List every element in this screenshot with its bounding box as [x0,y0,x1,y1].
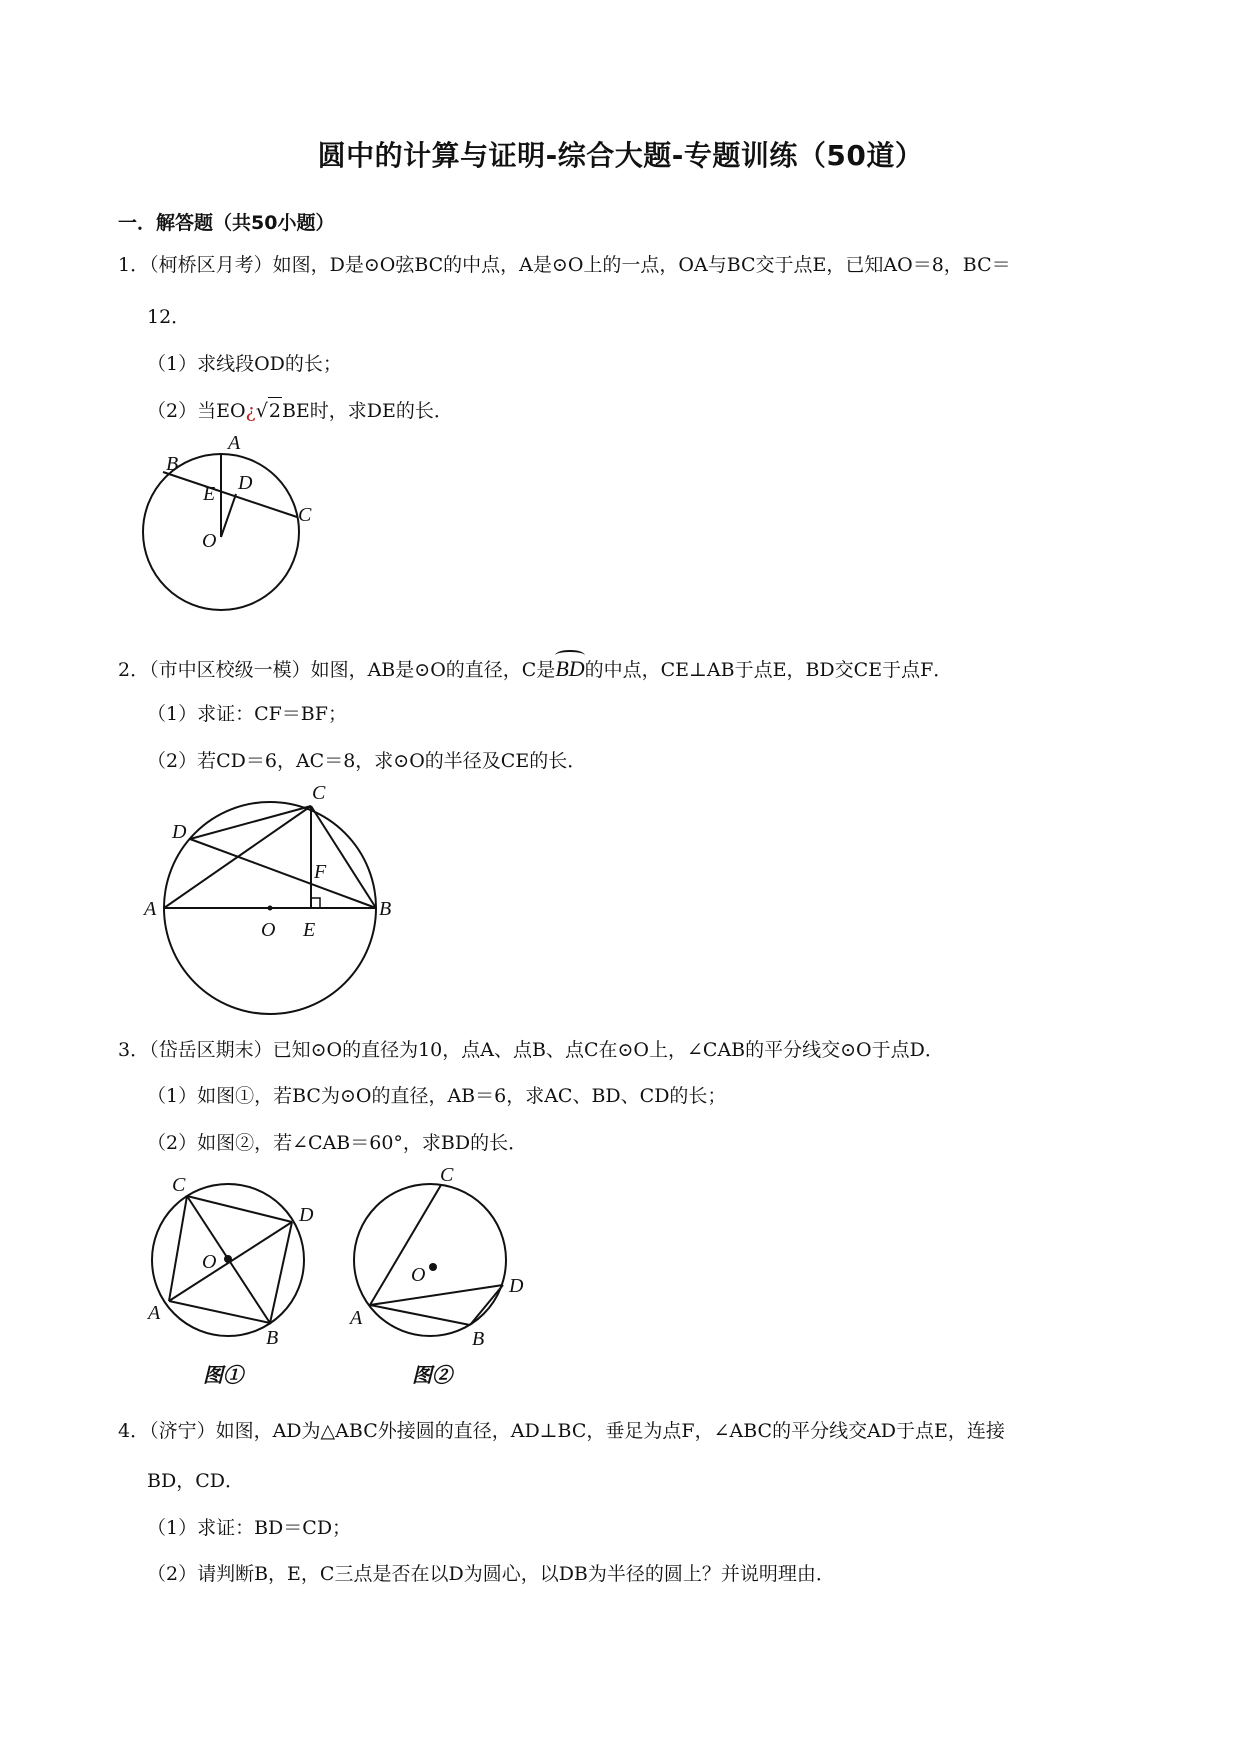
q4-part1: （1）求证：BD＝CD； [147,1517,352,1539]
q3-fig2-label-A: A [350,1307,363,1329]
q1-label-B: B [166,453,179,475]
q3-fig2-label-D: D [509,1275,524,1297]
q3-fig1-caption: 图① [203,1365,243,1387]
q3-figure-1 [140,1168,325,1390]
q2-stem [118,656,952,683]
q3-stem: 3．（岱岳区期末）已知⊙O的直径为10，点A、点B、点C在⊙O上，∠CAB的平分线交⊙O于点D． [118,1039,944,1061]
q3-fig2-label-C: C [440,1168,454,1186]
q1-part2-symbol: ¿ [245,400,256,422]
q2-label-E: E [303,919,316,941]
q2-label-D: D [172,821,187,843]
q4-stem-line1: 4．（济宁）如图，AD为△ABC外接圆的直径，AD⊥BC，垂足为点F，∠ABC的平分线交AD于点E，连接 [118,1420,1005,1442]
q1-figure [130,428,330,618]
q1-part1: （1）求线段OD的长； [147,353,342,375]
q2-label-C: C [312,782,326,804]
q1-part2-prefix: （2）当EO [147,400,246,422]
q1-label-C: C [298,504,312,526]
q2-label-B: B [379,898,392,920]
q3-fig2-label-B: B [472,1328,485,1350]
q3-fig1-label-O: O [202,1251,217,1273]
q4-stem-line2: BD，CD． [147,1470,244,1492]
q3-fig1-label-A: A [148,1302,161,1324]
q1-label-A: A [228,432,241,454]
q1-part2-sqrt: 2 [268,397,282,424]
sqrt-sign: √ [255,400,268,422]
q1-part2 [147,397,453,424]
section-heading: 一．解答题（共50小题） [118,212,335,234]
q1-stem-line2: 12． [147,306,191,328]
q3-fig1-label-C: C [172,1174,186,1196]
q1-stem-line1: 1．（柯桥区月考）如图，D是⊙O弦BC的中点，A是⊙O上的一点，OA与BC交于点E，已知AO＝8，BC＝ [118,254,1011,276]
page-title: 圆中的计算与证明-综合大题-专题训练（50道） [317,139,924,172]
q1-part2-suffix: BE时，求DE的长． [281,400,453,422]
q2-arc-bd: BD [555,656,585,681]
q2-part2: （2）若CD＝6，AC＝8，求⊙O的半径及CE的长． [147,750,587,772]
q2-stem-prefix: 2．（市中区校级一模）如图，AB是⊙O的直径，C是 [118,659,556,681]
q3-fig2-caption: 图② [412,1365,452,1387]
q3-part2: （2）如图②，若∠CAB＝60°，求BD的长． [147,1132,528,1154]
q1-label-D: D [238,472,253,494]
q2-label-A: A [144,898,157,920]
q2-part1: （1）求证：CF＝BF； [147,703,347,725]
q3-fig1-label-D: D [299,1204,314,1226]
q2-label-O: O [261,919,276,941]
q3-fig1-label-B: B [266,1327,279,1349]
q2-label-F: F [314,861,327,883]
q2-figure [140,778,410,1018]
q2-stem-suffix: 的中点，CE⊥AB于点E，BD交CE于点F． [584,659,953,681]
q4-part2: （2）请判断B，E，C三点是否在以D为圆心，以DB为半径的圆上？并说明理由． [147,1563,835,1585]
q3-part1: （1）如图①，若BC为⊙O的直径，AB＝6，求AC、BD、CD的长； [147,1085,727,1107]
q1-label-E: E [203,483,216,505]
q3-fig2-label-O: O [411,1264,426,1286]
q1-label-O: O [202,530,217,552]
q3-figure-2 [340,1168,540,1390]
